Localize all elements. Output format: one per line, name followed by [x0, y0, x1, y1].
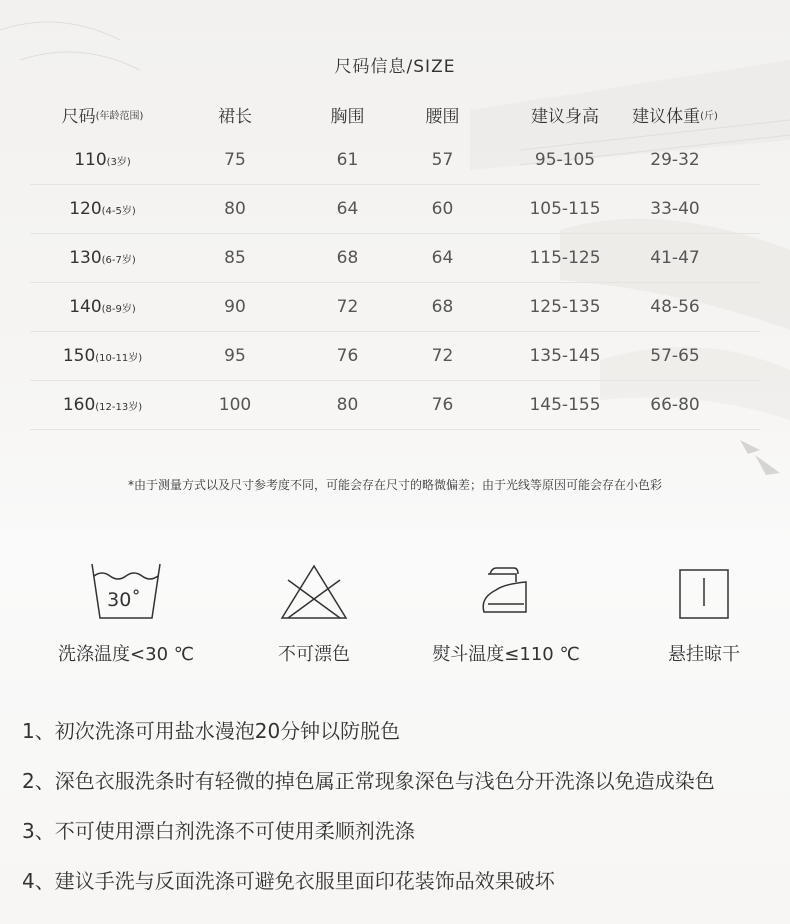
- cell-weight: 41-47: [650, 248, 700, 268]
- cell-size: 140 (8-9岁): [69, 297, 136, 317]
- no-bleach-icon: [274, 560, 354, 622]
- cell-height: 105-115: [529, 199, 601, 219]
- care-iron: [416, 560, 596, 666]
- cell-weight: 29-32: [650, 150, 700, 170]
- header-size: 尺码 (年龄范围): [61, 106, 144, 127]
- cell-chest: 64: [336, 199, 359, 219]
- cell-chest: 68: [336, 248, 359, 268]
- cell-height: 95-105: [534, 150, 596, 170]
- table-row: [30, 381, 760, 430]
- table-row: [30, 234, 760, 283]
- tip-item: 1、初次洗涤可用盐水漫泡20分钟以防脱色: [22, 719, 401, 743]
- cell-waist: 60: [431, 199, 454, 219]
- cell-waist: 68: [431, 297, 454, 317]
- size-table: [30, 92, 760, 430]
- table-row: [30, 283, 760, 332]
- cell-chest: 76: [336, 346, 359, 366]
- care-iron-label: 熨斗温度≤110 ℃: [432, 644, 580, 665]
- cell-chest: 72: [336, 297, 359, 317]
- cell-height: 115-125: [529, 248, 601, 268]
- measurement-note: *由于测量方式以及尺寸参考度不同，可能会存在尺寸的略微偏差；由于光线等原因可能会存在小色彩: [127, 478, 662, 492]
- care-wash-label: 洗涤温度<30 ℃: [58, 644, 194, 665]
- cell-chest: 61: [336, 150, 359, 170]
- cell-length: 80: [224, 199, 246, 219]
- iron-icon: [466, 560, 546, 622]
- cell-weight: 48-56: [650, 297, 700, 317]
- cell-size: 120 (4-5岁): [69, 199, 136, 219]
- tip-item: 4、建议手洗与反面洗涤可避免衣服里面印花装饰品效果破坏: [22, 869, 555, 893]
- care-wash: [36, 560, 216, 666]
- hang-dry-icon: [664, 560, 744, 622]
- cell-waist: 57: [431, 150, 454, 170]
- cell-height: 145-155: [529, 395, 601, 415]
- tip-item: 2、深色衣服洗条时有轻微的掉色属正常现象深色与浅色分开洗涤以免造成染色: [22, 769, 715, 793]
- cell-length: 85: [224, 248, 246, 268]
- header-chest: 胸围: [330, 106, 365, 127]
- header-weight: 建议体重 (斤): [632, 106, 718, 127]
- header-length: 裙长: [218, 106, 252, 127]
- size-info-title: 尺码信息/SIZE: [334, 57, 456, 77]
- cell-size: 130 (6-7岁): [69, 248, 136, 268]
- cell-waist: 64: [431, 248, 454, 268]
- cell-length: 75: [224, 150, 246, 170]
- cell-weight: 66-80: [650, 395, 700, 415]
- cell-weight: 33-40: [650, 199, 700, 219]
- cell-size: 110 (3岁): [74, 150, 131, 170]
- cell-waist: 76: [431, 395, 454, 415]
- svg-text:30˚: 30˚: [107, 589, 141, 611]
- cell-length: 100: [218, 395, 252, 415]
- table-row: [30, 136, 760, 185]
- cell-length: 95: [224, 346, 246, 366]
- care-hang-dry-label: 悬挂晾干: [668, 644, 740, 665]
- cell-height: 125-135: [529, 297, 601, 317]
- cell-length: 90: [224, 297, 246, 317]
- cell-height: 135-145: [529, 346, 601, 366]
- cell-waist: 72: [431, 346, 454, 366]
- care-tips: [22, 716, 782, 916]
- table-row: [30, 332, 760, 381]
- cell-size: 150 (10-11岁): [62, 346, 143, 366]
- care-no-bleach: [224, 560, 404, 666]
- care-hang-dry: [614, 560, 790, 666]
- cell-weight: 57-65: [650, 346, 700, 366]
- cell-chest: 80: [336, 395, 359, 415]
- care-no-bleach-label: 不可漂色: [278, 644, 350, 665]
- header-waist: 腰围: [425, 106, 460, 127]
- tip-item: 3、不可使用漂白剂洗涤不可使用柔顺剂洗涤: [22, 819, 415, 843]
- header-height: 建议身高: [531, 106, 599, 127]
- table-row: [30, 185, 760, 234]
- wash-30-icon: [86, 560, 166, 622]
- cell-size: 160 (12-13岁): [62, 395, 143, 415]
- table-header-row: [30, 92, 760, 136]
